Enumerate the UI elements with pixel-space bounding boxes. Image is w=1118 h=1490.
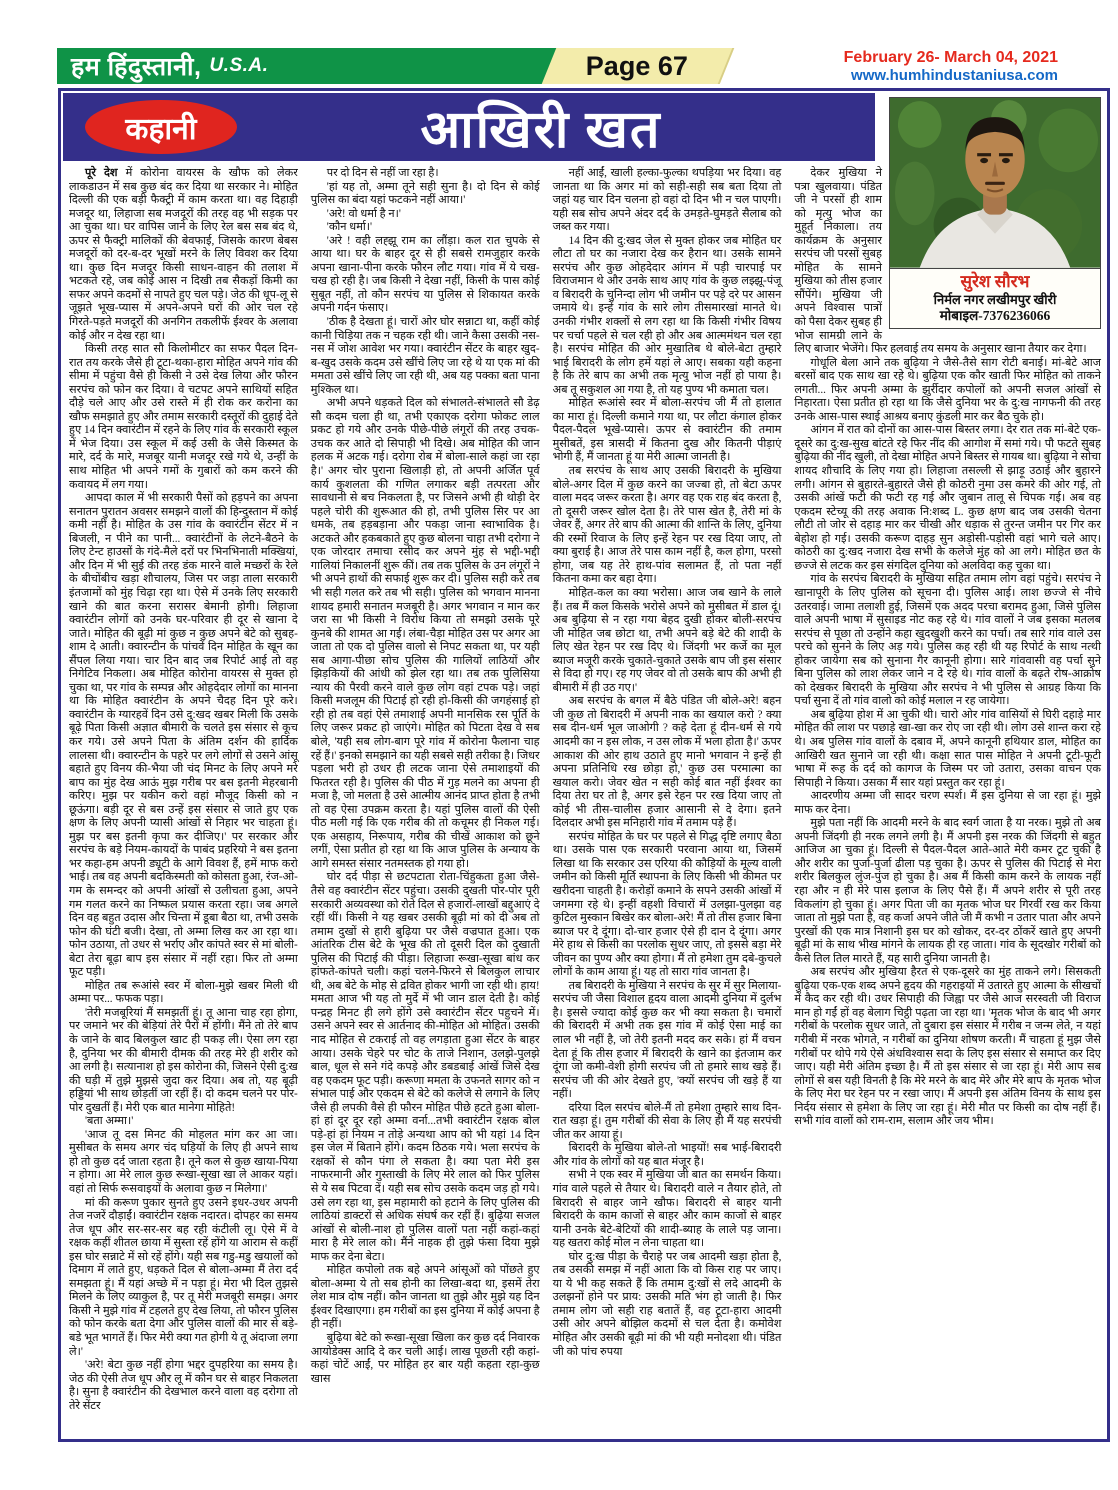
story-paragraph: किसी तरह सात सौ किलोमीटर का सफर पैदल दिन-रात तय करके जैसे ही टूटा-थका-हारा मोहित अपने गांव की सीमा में पहुंचा वैसे ही किसी ने उसे देख लिया और फौरन सरपंच को फोन कर दिया। वे चटपट अपने साथियों सहित दौड़े चले आए और उसे रास्ते में ही रोक कर करोना का खौफ समझाते हुए और तमाम सरकारी दस्तूरों की दुहाई देते हुए 14 दिन क्वारंटीन में रहने के लिए गांव के सरकारी स्कूल में भेज दिया। उस स्कूल में कई उसी के जैसे किस्मत के मारे, दर्द के मारे, मजबूर यानी मजदूर रखे गये थे, उन्हीं के साथ मोहित भी अपने गमों के गुबारों को कम करने की कवायद में लग गया।: [69, 343, 298, 491]
story-paragraph: 'बता अम्मा।': [85, 1115, 134, 1128]
author-caption: [890, 268, 1100, 328]
masthead-row: [0, 48, 1118, 84]
story-paragraph: 'अरे ! वही लह्झू राम का लौंड़ा। कल रात चुपके से आया था। घर के बाहर दूर से ही सबसे रामजुहार करके अपना खाना-पीना करके फौरन लौट गया। गांव में ये चख-चख हो रही है। जब किसी ने देखा नहीं, किसी के पास कोई सुबूत नहीं, तो कौन सरपंच या पुलिस से शिकायत करके अपनी गर्दन फंसाए।: [310, 234, 540, 315]
story-paragraph: 'हां यह तो, अम्मा तूने सही सुना है। दो दिन से कोई पुलिस का बंदा यहां फटकने नहीं आया।': [310, 180, 540, 207]
author-mobile: मोबाइल-7376236066: [939, 308, 1051, 324]
masthead-usa-suffix: U.S.A.: [209, 55, 269, 76]
story-paragraph: तब बिरादरी के मुखिया ने सरपंच के सुर में सुर मिलाया-सरपंच जी जैसा विशाल हृदय वाला आदमी दुनिया में दुर्लभ है। इससे ज्यादा कोई कुछ कर भी क्या सकता है। चमारों की बिरादरी में अभी तक इस गांव में कोई ऐसा माई का लाल भी नहीं है, जो तेरी इतनी मदद कर सके। हां मैं वचन देता हूं कि तीस हजार में बिरादरी के खाने का इंतजाम कर दूंगा जो कमी-वेशी होगी सरपंच जी तो हमारे साथ खड़े हैं। सरपंच जी की ओर देखते हुए, 'क्यों सरपंच जी खड़े हैं या नहीं।: [552, 979, 782, 1101]
story-paragraph: बिरादरी के मुखिया बोले-तो भाइयों! सब भाई-बिरादरी और गांव के लोगों को यह बात मंजूर है।: [552, 1142, 782, 1168]
story-paragraph: अब सरपंच के बगल में बैठे पंडित जी बोले-अरे! बहन जी कुछ तो बिरादरी में अपनी नाक का खयाल करो ? क्या सब दीन-धर्म भूल जाओगी ? कहे देता हूं दीन-धर्म से गये आदमी का न इस लोक, न उस लोक में भला होता है।' ऊपर आकाश की ओर हाथ उठाते हुए मानो भगवान ने इन्हें ही अपना प्रतिनिधि रख छोड़ा हो,' कुछ उस परमात्मा का खयाल करो। जेवर खेत न सही कोई बात नहीं ईश्वर का दिया तेरा घर तो है, अगर इसे रेहन पर रख दिया जाए तो कोई भी तीस-चालीस हजार आसानी से दे देगा। इतने दिलदार अभी इस मनिहारी गांव में तमाम पड़े हैं।: [552, 695, 782, 830]
story-paragraph: सरपंच मोहित के घर पर पहले से गिद्ध दृष्टि लगाए बैठा था। उसके पास एक सरकारी परवाना आया था, जिसमें लिखा था कि सरकार उस एरिया की कौड़ियों के मूल्य वाली जमीन को किसी मूर्ति स्थापना के लिए किसी भी कीमत पर खरीदना चाहती है। करोड़ों कमाने के सपने उसकी आंखों में जगमगा रहे थे। इन्हीं वहशी विचारों में उलझा-पुलझा वह कुटिल मुस्कान बिखेर कर बोला-अरे! मैं तो तीस हजार बिना ब्याज पर दे दूंगा। दो-चार हजार ऐसे ही दान दे दूंगा। अगर मेरे हाथ से किसी का परलोक सुधर जाए, तो इससे बड़ा मेरे जीवन का पुण्य और क्या होगा। मैं तो हमेशा तुम दबे-कुचले लोगों के काम आया हूं। यह तो सारा गांव जानता है।: [552, 830, 782, 979]
story-paragraph: मोहित-कल का क्या भरोसा। आज जब खाने के लाले हैं। तब मैं कल किसके भरोसे अपने को मुसीबत में डाल दूं। अब बुढ़िया से न रहा गया बेहद दुखी होकर बोली-सरपंच जी मोहित जब छोटा था, तभी अपने बड़े बेटे की शादी के लिए खेत रेहन पर रख दिए थे। जिंदगी भर कर्जे का मूल ब्याज मजूरी करके चुकाते-चुकाते उसके बाप जी इस संसार से विदा हो गए। रह गए जेवर वो तो उसके बाप की अभी ही बीमारी में ही उठ गए।': [552, 586, 782, 694]
story-paragraph: 'कौन धर्मा।': [326, 221, 373, 234]
kicker-label: कहानी: [125, 112, 197, 146]
story-paragraph: मां की करूण पुकार सुनते हुए उसने इधर-उधर अपनी तेज नजरें दौड़ाईं। क्वारंटीन रक्षक नदारत। दोपहर का समय तेज धूप और सर-सर-सर बह रही कंटीली लू। ऐसे में वे रक्षक कहीं शीतल छाया में सुस्ता रहें होंगे या आराम से कहीं इस घोर सन्नाटे में सो रहें होंगे। यही सब गडु-मडु खयालों को दिमाग में लाते हुए, धड़कते दिल से बोला-अम्मा मैं तेरा दर्द समझता हूं। मैं यहां अच्छे में न पड़ा हूं। मेरा भी दिल तुझसे मिलने के लिए व्याकुल है, पर तू मेरी मजबूरी समझ। अगर किसी ने मुझे गांव में टहलते हुए देख लिया, तो फौरन पुलिस को फोन करके बता देगा और पुलिस वालों की मार से बड़े-बडे भूत भागतें हैं। फिर मेरी क्या गत होगी ये तू अंदाजा लगा ले।': [69, 1196, 298, 1358]
story-column-1: [69, 167, 298, 1413]
content-box: [58, 88, 1110, 1442]
masthead-title: हम हिंदुस्तानी,: [71, 53, 202, 81]
story-column-4: [794, 167, 1101, 1413]
page-number-badge: [542, 48, 735, 84]
masthead-banner: [57, 48, 563, 84]
story-paragraph: अब बुढ़िया होश में आ चुकी थी। चारो ओर गांव वासियों से घिरी दहाड़े मार मोहित की लाश पर पछाड़े खा-खा कर रोए जा रही थी। लोग उसे शान्त करा रहे थे। अब पुलिस गांव वालों के दबाव में, अपने कानूनी हथियार डाल, मोहित का आखिरी खत सुनाने जा रही थी। कक्षा सात पास मोहित ने अपनी टूटी-फूटी भाषा में रूह के दर्द को कागज के जिस्म पर जो उतारा, उसका वाचन एक सिपाही ने किया। उसका मैं सार यहां प्रस्तुत कर रहा हूं।: [794, 708, 1101, 789]
story-paragraph: घोर दर्द पीड़ा से छटपटाता रोता-चिंहुकता हुआ जैसे-तैसे वह क्वारंटीन सेंटर पहुंचा। उसकी दुखती पोर-पोर पूरी सरकारी अव्यवस्था को रोते दिल से हजारों-लाखों बद्दुआएं दे रहीं थीं। किसी ने यह खबर उसकी बूढ़ी मां को दी अब तो तमाम दुखों से हारी बुढ़िया पर जैसे वज्रपात हुआ। एक आंतरिक टीस बेटे के भूख की तो दूसरी दिल को दुखाती पुलिस की पिटाई की पीड़ा। लिहाजा रूखा-सूखा बांध कर हांफते-कांपते चली। कहां चलने-फिरने से बिलकुल लाचार थी, अब बेटे के मोह से द्रवित होकर भागी जा रही थी। हाय! ममता आज भी यह तो मुर्दे में भी जान डाल देती है। कोई पन्द्रह मिनट ही लगे होंगे उसे क्वारंटीन सेंटर पहुचने में। उसने अपने स्वर से आर्तनाद की-मोहित ओ मोहित। उसकी नाद मोहित से टकराई तो वह लगड़ाता हुआ सेंटर के बाहर आया। उसके चेहरे पर चोट के ताजे निशान, उलझे-पुलझे बाल, धूल से सने गंदे कपड़े और डबडबाई आंखें जिसे देख वह एकदम फूट पड़ी। करूणा ममता के उफनते सागर को न संभाल पाई और एकदम से बेटे को कलेजे से लगाने के लिए जैसे ही लपकी वैसे ही फौरन मोहित पीछे हटते हुआ बोला-हां हां दूर दूर रहो अम्मा वर्ना...तभी क्वारंटीन रक्षक बोल पड़े-हां हां नियम न तोड़े अन्यथा आप को भी यहां 14 दिन इस जेल में बिताने होंगे। कदम ठिठक गये। भला सरपंच के रक्षकों से कौन पंगा ले सकता है। क्या पता मेरी इस नाफरमानी और गुस्ताखी के लिए मेरे लाल को फिर पुलिस से ये सब पिटवा दें। यही सब सोच उसके कदम जड़ हो गये। उसे लग रहा था, इस महामारी को हटाने के लिए पुलिस की लाठियां डाक्टरों से अधिक संघर्ष कर रहीं हैं। बुढ़िया सजल आंखों से बोली-नाश हो पुलिस वालों पता नहीं कहां-कहां मारा है मेरे लाल को। मैंने नाहक ही तुझे फंसा दिया मुझे माफ कर देना बेटा।: [310, 871, 540, 1263]
story-column-3: [553, 167, 782, 1413]
story-title-band: [63, 93, 875, 161]
story-paragraph: नहीं आईं, खाली हल्का-फुल्का थपड़िया भर दिया। वह जानता था कि अगर मां को सही-सही सब बता दिया तो जहां यह चार दिन चलना हो वहां दो दिन भी न चल पाएगी। यही सब सोच अपने अंदर दर्द के उमड़ते-घुमड़ते सैलाब को जब्त कर गया।: [552, 167, 782, 234]
story-paragraph: 14 दिन की दु:खद जेल से मुक्त होकर जब मोहित घर लौटा तो घर का नजारा देख कर हैरान था। उसके सामने सरपंच और कुछ ओहदेदार आंगन में पड़ी चारपाई पर विराजमान थे और उनके साथ आए गांव के कुछ लझ्झू-पंजू व बिरादरी के चुनिन्दा लोग भी जमीन पर पड़े दरे पर आसन जमाये थे। इन्हें गांव के सारे लोग तीसमारखां मानते थे। उनकी गंभीर शक्लों से लग रहा था कि किसी गंभीर विषय पर चर्चा पहले से चल रही हो और अब आत्ममंथन चल रहा है। सरपंच मोहित की ओर मुखातिब थे बोले-बेटा तुम्हारे भाई बिरादरी के लोग हमें यहां ले आए। सबका यही कहना है कि तेरे बाप का अभी तक मृत्यु भोज नहीं हो पाया है। अब तू सकुशल आ गया है, तो यह पुण्य भी कमाता चल।: [552, 234, 782, 396]
story-paragraph: आदरणीय अम्मा जी सादर चरण स्पर्श। मैं इस दुनिया से जा रहा हूं। मुझे माफ कर देना।: [794, 790, 1101, 816]
title-row: [63, 93, 1105, 161]
paragraph-lead: पूरे देश: [85, 167, 126, 179]
story-paragraph: आंगन में रात को दोनों का आस-पास बिस्तर लगा। देर रात तक मां-बेटे एक-दूसरे का दु:ख-सुख बांटते रहे फिर नींद की आगोश में समां गये। पौ फटते सुबह बुढ़िया की नींद खुली, तो देखा मोहित अपने बिस्तर से गायब था। बुढ़िया ने सोचा शायद शौचादि के लिए गया हो। लिहाजा तसल्ली से झाड़ू उठाई और बुहारने लगी। आंगन से बुहारते-बुहारते जैसे ही कोठरी नुमा उस कमरे की ओर गई, तो उसकी आंखें फटी की फटी रह गई और जुबान तालू से चिपक गई। अब वह एकदम स्टेच्यू की तरह अवाक नि:शब्द L. कुछ क्षण बाद जब उसकी चेतना लौटी तो जोर से दहाड़ मार कर चीखी और धड़ाक से तुरन्त जमीन पर गिर कर बेहोश हो गई। उसकी करूण दाहड़ सुन अड़ोसी-पड़ोसी वहां भागे चले आए। कोठरी का दु:खद नजारा देख सभी के कलेजे मुंह को आ लगे। मोहित छत के छज्जे से लटक कर इस संगदिल दुनिया को अलविदा कह चुका था।: [794, 424, 1101, 572]
story-paragraph: मोहित कपोलो तक बहे अपने आंसूओं को पोंछते हुए बोला-अम्मा ये तो सब होनी का लिखा-बदा था, इसमें तेरा लेश मात्र दोष नहीं। कौन जानता था तुझे और मुझे यह दिन ईश्वर दिखाएगा। हम गरीबों का इस दुनिया में कोई अपना है ही नहीं।: [310, 1264, 540, 1331]
story-paragraph: 'आज तू दस मिनट की मोहलत मांग कर आ जा। मुसीबत के समय अगर चंद घड़ियों के लिए ही अपने साथ हो तो कुछ दर्द जाता रहता है। तूने कल से कुछ खाया-पिया न होगा। आ मेरे लाल कुछ रूखा-सूखा खा ले आकर यहां। वहां तो सिर्फ रूसवाइयों के अलावा कुछ न मिलेगा।': [69, 1128, 298, 1196]
story-paragraph: 'तेरी मजबूरियां मैं समझतीं हूं। तू आना चाह रहा होगा, पर जमाने भर की बेड़ियां तेरे पैरों में होंगी। मैंने तो तेरे बाप के जाने के बाद बिलकुल खाट ही पकड़ ली। ऐसा लग रहा है, दुनिया भर की बीमारी दीमक की तरह मेरे ही शरीर को आ लगी है। सत्यानाश हो इस कोरोना की, जिसने ऐसी दु:ख की घड़ी में तुझे मुझसे जुदा कर दिया। अब तो, यह बूढ़ी हड्डियां भी साथ छोड़तीं जा रहीं हैं। दो कदम चलने पर पोर-पोर दुखतीं हैं। मेरी एक बात मानेगा मोहिते!: [69, 1006, 298, 1114]
story-paragraph: मोहित तब रूआंसे स्वर में बोला-मुझे खबर मिली थी अम्मा पर... फफक पड़ा।: [69, 979, 298, 1006]
kicker-badge: [85, 100, 237, 154]
story-paragraph: तब सरपंच के साथ आए उसकी बिरादरी के मुखिया बोले-अगर दिल में कुछ करने का जज्बा हो, तो बेटा ऊपर वाला मदद जरूर करता है। अगर वह एक राह बंद करता है, तो दूसरी जरूर खोल देता है। तेरे पास खेत है, तेरी मां के जेवर हैं, अगर तेरे बाप की आत्मा की शान्ति के लिए, दुनिया की रस्मों रिवाज के लिए इन्हें रेहन पर रख दिया जाए, तो क्या बुराई है। आज तेरे पास काम नहीं है, कल होगा, परसो होगा, जब यह तेरे हाथ-पांव सलामत हैं, तो पता नहीं कितना कमा कर बहा देगा।: [552, 465, 782, 586]
story-paragraph: सभी ने एक स्वर में मुखिया जी बात का समर्थन किया। गांव वाले पहले से तैयार थे। बिरादरी वाले न तैयार होते, तो बिरादरी से बाहर जाने खौफ। बिरादरी से बाहर यानी बिरादरी के काम काजों से बाहर और काम काजों से बाहर यानी उनके बेटे-बेटियों की शादी-ब्याह के लाले पड़ जाना। यह खतरा कोई मोल न लेना चाहता था।: [552, 1169, 782, 1250]
website-url: www.humhindustaniusa.com: [851, 67, 1058, 85]
story-paragraph: बुढ़िया बेटे को रूखा-सूखा खिला कर कुछ दर्द निवारक आयोडेक्स आदि दे कर चली आई। लाख पूछती रही कहां-कहां चोटें आईं, पर मोहित हर बार यही कहता रहा-कुछ खास: [310, 1332, 540, 1385]
story-paragraph: गोधूलि बेला आने तक बुढ़िया ने जैसे-तैसे साग रोटी बनाई। मां-बेटे आज बरसों बाद एक साथ खा रहे थे। बुढ़िया एक कौर खाती फिर मोहित को ताकने लगती... फिर अपनी अम्मा के झुर्रीदार कपोलों को अपनी सजल आंखों से निहारता। ऐसा प्रतीत हो रहा था कि जैसे दुनिया भर के दु:ख नागफनी की तरह उनके आस-पास स्थाई आश्रय बनाए कुंडली मार कर बैठ चुके हो।: [794, 356, 1101, 423]
story-paragraph: अब सरपंच और मुखिया हैरत से एक-दूसरे का मुंह ताकने लगे। सिसकती बुढ़िया एक-एक शब्द अपने हृदय की गहराइयों में उतारते हुए आत्मा के सीखचों में कैद कर रही थी। उधर सिपाही की जिह्वा पर जैसे आज सरस्वती जी विराज मान हो गईं हों वह बेलाग चिट्ठी पढ़ता जा रहा था। 'मृतक भोज के बाद भी अगर गरीबों के परलोक सुधर जाते, तो दुबारा इस संसार में गरीब न जन्म लेते, न यहां गरीबी में नरक भोगते, न गरीबों का दुनिया शोषण करती। मैं चाहता हूं मुझ जैसे गरीबों पर थोपे गये ऐसे अंधविश्वास सदा के लिए इस संसार से समाप्त कर दिए जाए। यही मेरी अंतिम इच्छा है। मैं तो इस संसार से जा रहा हूं। मेरी आप सब लोगों से बस यही विनती है कि मेरे मरने के बाद मेरे और मेरे बाप के मृतक भोज के लिए मेरा घर रेहन पर न रखा जाए। मैं अपनी इस अंतिम विनय के साथ इस निर्दय संसार से हमेशा के लिए जा रहा हूं। मेरी मौत पर किसी का दोष नहीं हैं। सभी गांव वालों को राम-राम, सलाम और जय भीम।: [794, 966, 1101, 1128]
story-paragraph: पर दो दिन से नहीं जा रहा है।: [326, 167, 439, 179]
story-paragraph: देकर मुखिया ने पत्रा खुलवाया। पंडित जी ने परसों ही शाम को मृत्यु भोज का मुहूर्त निकाला। तय कार्यक्रम के अनुसार सरपंच जी परसों सुबह मोहित के सामने मुखिया को तीस हजार सौंपेंगे। मुखिया जी अपने विश्वास पात्रों को पैसा देकर सुबह ही भोज सामग्री लाने के लिए बाजार भेजेंगे। फिर हलवाई तय समय के अनुसार खाना तैयार कर देगा।: [794, 167, 1087, 356]
issue-date-range: February 26- March 04, 2021: [843, 49, 1058, 66]
story-paragraph: 'अरे! बेटा कुछ नहीं होगा भद्दर दुपहरिया का समय है। जेठ की ऐसी तेज धूप और लू में कौन घर से बाहर निकलता है। सुना है क्वारंटीन की देखभाल करने वाला वह दरोगा तो तेरे सेंटर: [69, 1359, 298, 1412]
story-title: आखिरी खत: [420, 101, 662, 159]
story-paragraph: 'ठीक है देखता हूं। चारों ओर घोर सन्नाटा था, कहीं कोई कानी चिड़िया तक न चहक रही थी। जाने कैसा उसकी नस-नस में जोश आवेश भर गया। क्वारंटीन सेंटर के बाहर खुद-ब-खुद उसके कदम उसे खींचे लिए जा रहे थे या एक मां की ममता उसे खींचे लिए जा रही थी, अब यह पक्का बता पाना मुश्किल था।: [310, 316, 540, 396]
story-paragraph: गांव के सरपंच बिरादरी के मुखिया सहित तमाम लोग वहां पहुंचे। सरपंच ने खानापूरी के लिए पुलिस को सूचना दी। पुलिस आई। लाश छज्जे से नीचे उतरवाई। जामा तलाशी हुई, जिसमें एक अदद परचा बरामद हुआ, जिसे पुलिस वाले अपनी भाषा में सुसाइड नोट कह रहे थे। गांव वालों ने जब इसका मतलब सरपंच से पूछा तो उन्होंने कहा खुदखुशी करने का पर्चा। तब सारे गांव वाले उस परचे को सुनने के लिए अड़ गये। पुलिस कह रही थी यह रिपोर्ट के साथ नत्थी होकर जायेगा सब को सुनाना गैर कानूनी होगा। सारे गांववासी वह पर्चा सुने बिना पुलिस को लाश लेकर जाने न दे रहे थे। गांव वालों के बढ़ते रोष-आक्रोष को देखकर बिरादरी के मुखिया और सरपंच ने भी पुलिस से आग्रह किया कि पर्चा सुना दें तो गांव वालो को कोई मलाल न रह जायेगा।: [794, 573, 1101, 708]
story-paragraph: मुझे पता नहीं कि आदमी मरने के बाद स्वर्ग जाता है या नरक। मुझे तो अब अपनी जिंदगी ही नरक लगने लगी है। मैं अपनी इस नरक की जिंदगी से बहुत आजिज आ चुका हूं। दिल्ली से पैदल-पैदल आते-आते मेरी कमर टूट चुकी है और शरीर का पुर्जा-पुर्जा ढीला पड़ चुका है। ऊपर से पुलिस की पिटाई से मेरा शरीर बिलकुल लुंज-पुंज हो चुका है। अब मैं किसी काम करने के लायक नहीं रहा और न ही मेरे पास इलाज के लिए पैसे हैं। मैं अपने शरीर से पूरी तरह विकलांग हो चुका हूं। अगर पिता जी का मृतक भोज घर गिरवीं रख कर किया जाता तो मुझे पता है, वह कर्जा अपने जीते जी मैं कभी न उतार पाता और अपने पुरखों की एक मात्र निशानी इस घर को खोकर, दर-दर ठोंकरें खाते हुए अपनी बूढ़ी मां के साथ भीख मांगने के लायक ही रह जाता। गांव के सूदखोर गरीबों को कैसे तिल तिल मारते हैं, यह सारी दुनिया जानती है।: [794, 817, 1101, 965]
story-paragraph: दरिया दिल सरपंच बोले-मैं तो हमेशा तुम्हारे साथ दिन-रात खड़ा हूं। तुम गरीबों की सेवा के लिए ही मैं यह सरपंची जीत कर आया हूं।: [552, 1101, 782, 1141]
issue-info: [844, 48, 1058, 84]
story-paragraph: घोर दु:ख पीड़ा के चैराहे पर जब आदमी खड़ा होता है, तब उसकी समझ में नहीं आता कि वो किस राह पर जाए। या ये भी कह सकते हैं कि तमाम दु:खों से लदे आदमी के उलझनों होने पर प्राय: उसकी मति भंग हो जाती है। फिर तमाम लोग जो सही राह बतातें हैं, वह टूटा-हारा आदमी उसी ओर अपने बोझिल कदमों से चल देता है। कमोवेश मोहित और उसकी बूढ़ी मां की भी यही मनोदशा थी। पंडित जी को पांच रुपया: [552, 1250, 782, 1358]
story-body: [61, 161, 1107, 1413]
author-address: निर्मल नगर लखीमपुर खीरी: [933, 291, 1057, 307]
story-paragraph: पूरे देश में कोरोना वायरस के खौफ को लेकर लाकडाउन में सब कुछ बंद कर दिया था सरकार ने। मोहित दिल्ली की एक बड़ी फैक्ट्री में काम करता था। वह दिहाड़ी मजदूर था, लिहाजा सब मजदूरों की तरह वह भी सड़क पर आ चुका था। घर वापिस जाने के लिए रेल बस सब बंद थे, ऊपर से फैक्ट्री मालिकों की बेवफाई, जिसके कारण बेबस मजदूरों को दर-ब-दर भूखों मरने के लिए विवश कर दिया था। कुछ दिन मजदूर किसी साधन-वाहन की तलाश में भटकते रहे, जब कोई आस न दिखी तब सैकड़ों किमी का सफर अपने कदमों से नापते हुए चल पड़े। जेठ की धूप-लू से जूझते भूख-प्यास में अपने-अपने घरों की ओर चल रहे गिरते-पड़ते मजदूरों की अनगिन तकलीफें ईश्वर के अलावा कोई और न देख रहा था।: [69, 167, 298, 342]
story-paragraph: 'अरे! वो धर्मा है न।': [326, 207, 401, 220]
story-paragraph: मोहित रूआंसे स्वर में बोला-सरपंच जी मैं तो हालात का मारा हूं। दिल्ली कमाने गया था, पर लौटा कंगाल होकर पैदल-पैदल भूखे-प्यासे। ऊपर से क्वारंटीन की तमाम मुसीबतें, इस त्रासदी में कितना दुख और कितनी पीड़ाएं भोगी हैं, मैं जानता हूं या मेरी आत्मा जानती है।: [552, 397, 782, 464]
author-name: सुरेश सौरभ: [960, 271, 1030, 291]
page-number-label: Page 67: [585, 50, 689, 81]
story-paragraph: अभी अपने धड़कते दिल को संभालते-संभालते सौ डेढ़ सौ कदम चला ही था, तभी एकाएक दरोगा फोकट लाल प्रकट हो गये और उनके पीछे-पीछे लंगूरों की तरह उचक-उचक कर आते दो सिपाही भी दिखे। अब मोहित की जान हलक में अटक गई। दरोगा रोब में बोला-साले कहां जा रहा है।' अगर चोर पुराना खिलाड़ी हो, तो अपनी अर्जित पूर्व कार्य कुशलता की गणित लगाकर बड़ी तत्परता और सावधानी से बच निकलता है, पर जिसने अभी ही थोड़ी देर पहले चोरी की शुरूआत की हो, तभी पुलिस सिर पर आ धमके, तब हड़बड़ाना और पकड़ा जाना स्वाभाविक है। अटकते और हकबकाते हुए कुछ बोलना चाहा तभी दरोगा ने एक जोरदार तमाचा रसीद कर अपने मुंह से भद्दी-भद्दी गालियां निकालनीं शुरू कीं। तब तक पुलिस के उन लंगूरों ने भी अपने हाथों की सफाई शुरू कर दी। पुलिस सही करे तब भी सही गलत करे तब भी सही। पुलिस को भगवान मानना शायद हमारी सनातन मजबूरी है। अगर भगवान न मान कर जरा सा भी किसी ने विरोध किया तो समझो उसके पूरे कुनबे की शामत आ गई। लंबा-चैड़ा मोहित उस पर अगर आ जाता तो एक दो पुलिस वालो से निपट सकता था, पर यही सब आगा-पीछा सोच पुलिस की गालियों लाठियों और झिड़कियों की आंधी को झेल रहा था। तब तक पुलिसिया न्याय की पैरवी करने वाले कुछ लोग वहां टपक पड़े। जहां किसी मजलूम की पिटाई हो रही हो-किसी की जगहंसाई हो रही हो तब वहां ऐसे तमाशाई अपनी मानसिक रस पूर्ति के लिए जरूर प्रकट हो जाएंगे। मोहित को पिटता देख वे सब बोले, 'यही सब लोग-बाग पूरे गांव में कोरोना फैलाना चाह रहें हैं।' इनको समझाने का यही सबसे सही तरीका है। जिधर पड़ला भरी हो उधर ही लटक जाना ऐसे तमाशाइयों की फितरत रही है। पुलिस की पीठ में गुड़ मलने का अपना ही मजा है, जो मलता है उसे आत्मीय आनंद प्राप्त होता है तभी तो वह ऐसा उपक्रम करता है। यहां पुलिस वालों की ऐसी पीठ मली गई कि एक गरीब की तो कचूमर ही निकल गई। एक असहाय, निरूपाय, गरीब की चीखें आकाश को छूने लगीं, ऐसा प्रतीत हो रहा था कि आज पुलिस के अन्याय के आगे समस्त संसार नतमस्तक हो गया हो।: [310, 397, 540, 870]
story-paragraph: आपदा काल में भी सरकारी पैसों को हड़पने का अपना सनातन पुरातन अवसर समझने वालों की हिन्दुस्तान में कोई कमी नहीं है। मोहित के उस गांव के क्वारंटीन सेंटर में न बिजली, न पीने का पानी... क्वारंटीनों के लेटने-बैठने के लिए टेन्ट हाउसों के गंदे-मैले दरों पर भिनभिनाती मक्खियां, और दिन में भी सुई की तरह डंक मारने वाले मच्छरों के रेले के बीचोंबीच खड़ा शौचालय, जिस पर जड़ा ताला सरकारी इंतजामों को मुंह चिढ़ा रहा था। ऐसे में उनके लिए सरकारी खाने की बात करना सरासर बेमानी होगी। लिहाजा क्वारंटीन लोगों को उनके घर-परिवार ही दूर से खाना दे जाते। मोहित की बूढ़ी मां कुछ न कुछ अपने बेटे को सुबह-शाम दे आती। क्वारन्टीन के पांचवें दिन मोहित के खून का सैंपल लिया गया। चार दिन बाद जब रिपोर्ट आई तो वह निगेटिव निकला। अब मोहित कोरोना वायरस से मुक्त हो चुका था, पर गांव के सम्पन्न और ओहदेदार लोगों का मानना था कि मोहित क्वारंटीन के अपने चैदह दिन पूरे करे। क्वारंटीन के ग्यारहवें दिन उसे दु:खद खबर मिली कि उसके बूढ़े पिता किसी अज्ञात बीमारी के चलते इस संसार से कूच कर गये। उसे अपने पिता के अंतिम दर्शन की हार्दिक लालसा थी। क्वारन्टीन के पहरे पर लगे लोगों से उसने आंसू बहाते हुए विनय की-भैया जी चंद मिनट के लिए अपने मरे बाप का मुंह देख आऊं मुझ गरीब पर बस इतनी मेहरबानी करिए। मुझ पर यकीन करो वहां मौजूद किसी को न छूऊंगा। बड़ी दूर से बस उन्हें इस संसार से जाते हुए एक क्षण के लिए अपनी प्यासी आंखों से निहार भर चाहता हूं। मुझ पर बस इतनी कृपा कर दीजिए।' पर सरकार और सरपंच के बड़े नियम-कायदों के पाबंद प्रहरियो ने बस इतना भर कहा-हम अपनी ड्यूटी के आगे विवश हैं, हमें माफ करो भाई। तब वह अपनी बदकिस्मती को कोसता हुआ, रंज-ओ-गम के समन्दर को अपनी आंखों से उलीचता हुआ, अपने गम गलत करने का निष्फल प्रयास करता रहा। जब अगले दिन वह बहुत उदास और चिन्ता में डूबा बैठा था, तभी उसके फोन की घंटी बजी। देखा, तो अम्मा लिख कर आ रहा था। फोन उठाया, तो उधर से भर्राए और कांपते स्वर से मां बोली-बेटा तेरा बूढ़ा बाप इस संसार में नहीं रहा। फिर तो अम्मा फूट पड़ी।: [69, 492, 298, 979]
story-column-2: [311, 167, 540, 1413]
